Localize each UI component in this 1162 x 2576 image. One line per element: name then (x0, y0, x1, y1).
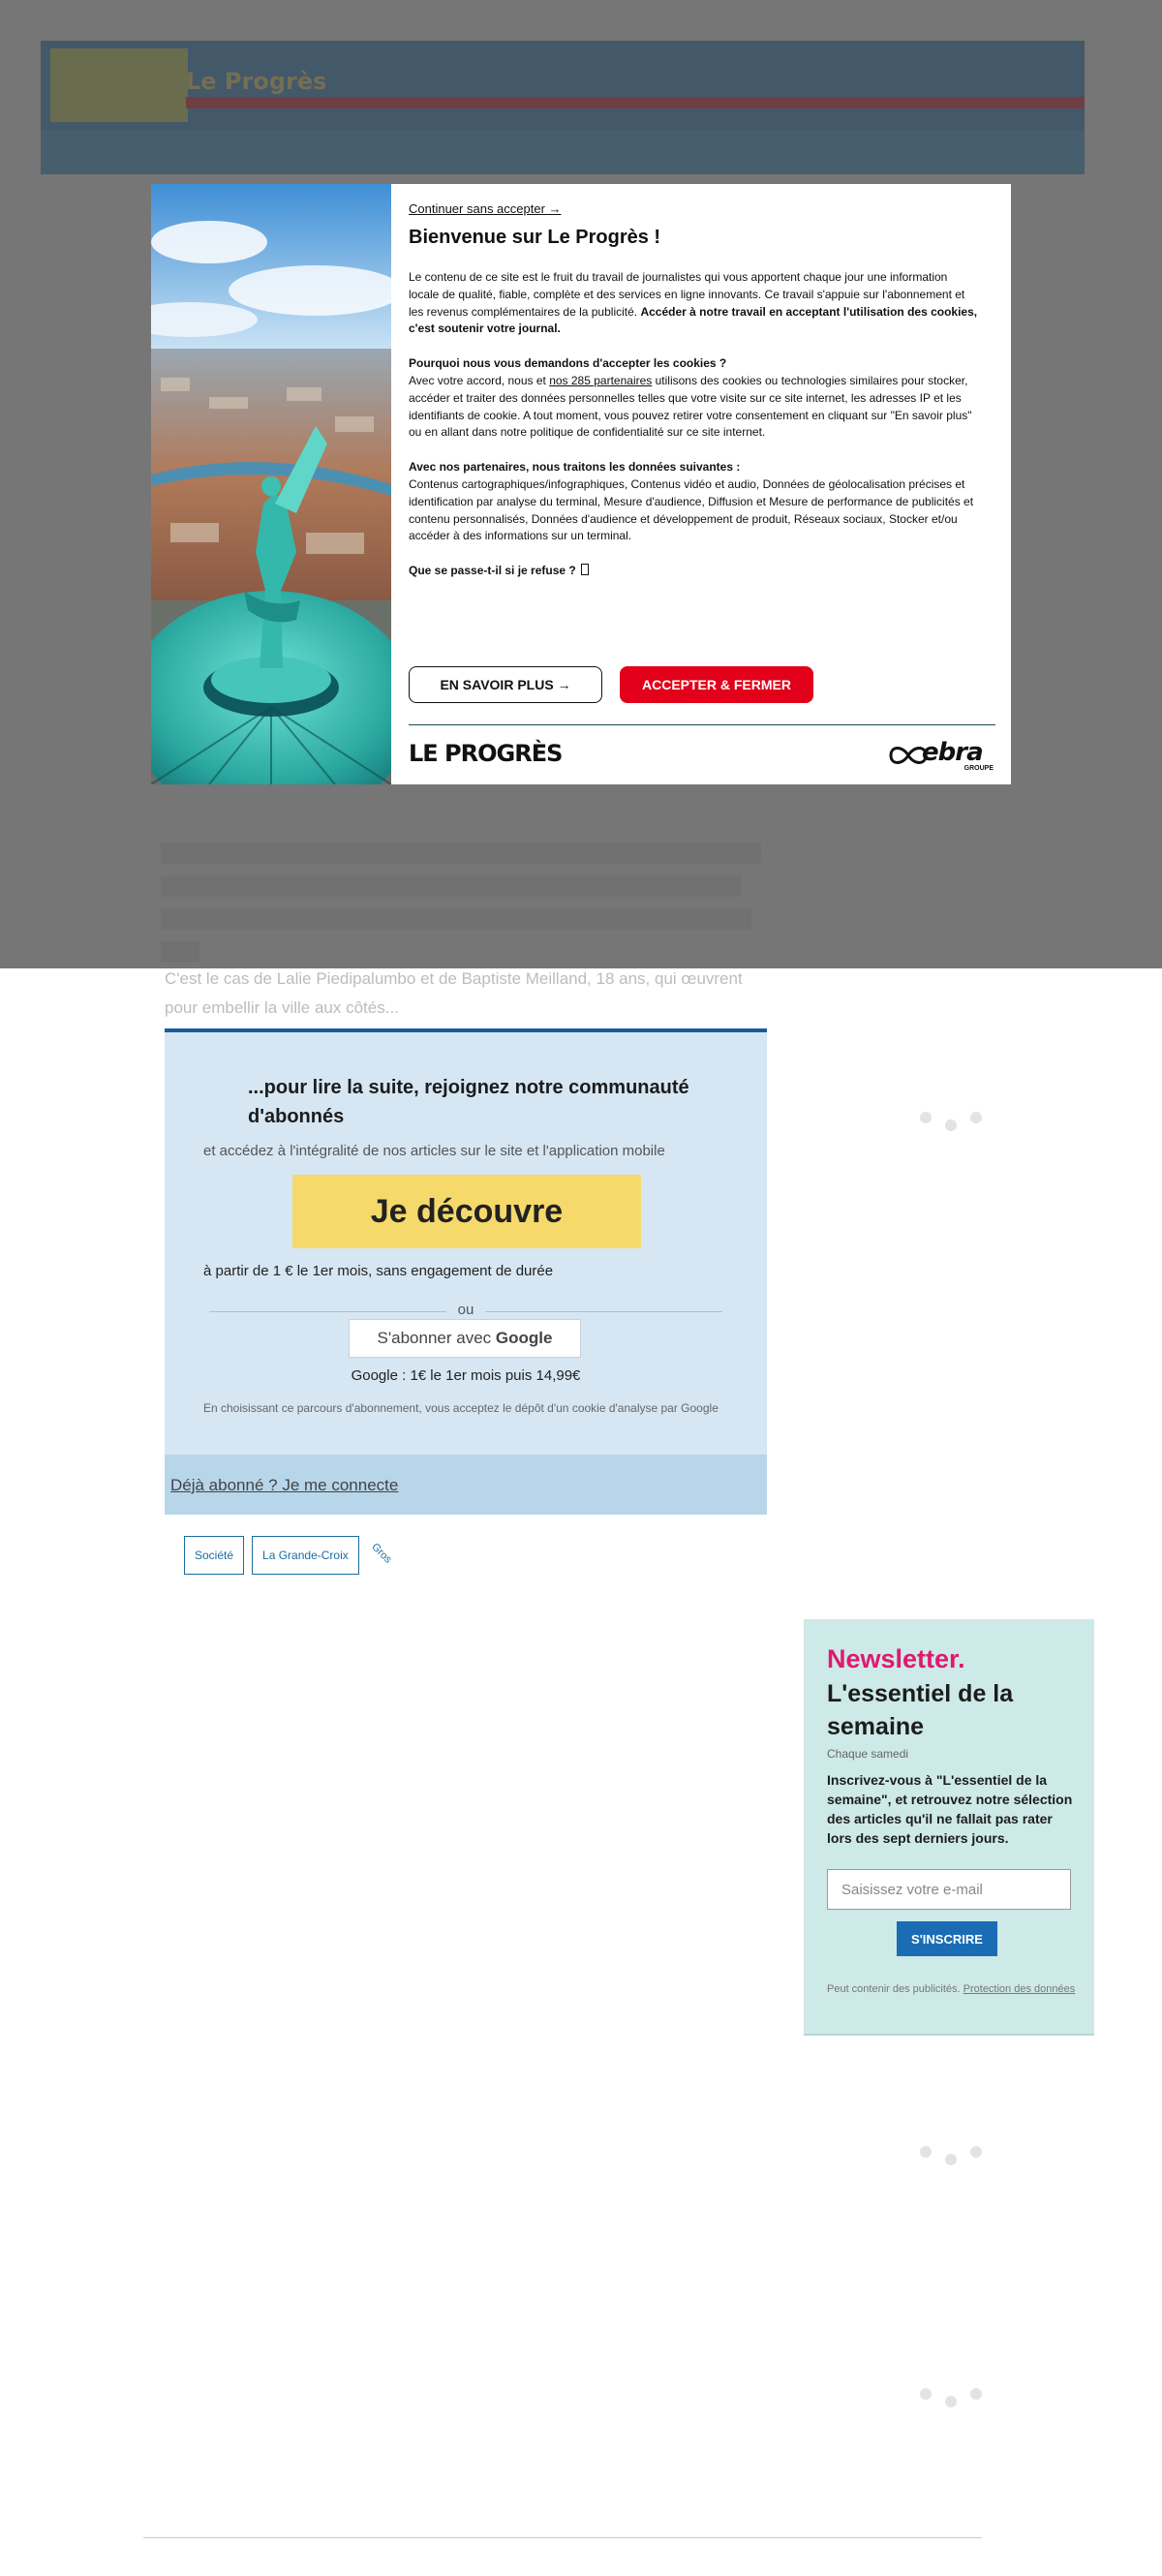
loading-indicator (920, 2146, 982, 2167)
login-link[interactable]: Déjà abonné ? Je me connecte (170, 1476, 399, 1494)
data-protection-link[interactable]: Protection des données (963, 1983, 1076, 1995)
or-separator (209, 1302, 722, 1321)
article-teaser: C'est le cas de Lalie Piedipalumbo et de Baptiste Meilland, 18 ans, qui œuvrent pour embellir la ville aux côtés... (165, 969, 743, 1017)
ebra-group-label: GROUPE (963, 765, 994, 772)
newsletter-frequency: Chaque samedi (827, 1747, 909, 1761)
continue-without-accepting-link[interactable]: Continuer sans accepter → (409, 201, 562, 216)
tag-gros[interactable]: Gros (369, 1541, 394, 1566)
newsletter-title: L'essentiel de la semaine (827, 1680, 1014, 1740)
paywall-subtitle: et accédez à l'intégralité de nos articles sur le site et l'application mobile (203, 1143, 665, 1159)
accept-and-close-button[interactable]: ACCEPTER & FERMER (620, 666, 813, 703)
ebra-wordmark: ebra (922, 738, 983, 767)
loading-indicator (920, 1112, 982, 1133)
google-consent-note: En choisissant ce parcours d'abonnement, vous acceptez le dépôt d'un cookie d'analyse par Google (203, 1401, 719, 1415)
newsletter-footer (827, 1981, 1079, 1998)
tag-la-grande-croix[interactable]: La Grande-Croix (252, 1536, 359, 1575)
newsletter-widget (804, 1619, 1094, 2036)
google-button-label: S'abonner avec (377, 1329, 496, 1347)
google-logo-text: Google (495, 1329, 553, 1347)
consent-title: Bienvenue sur Le Progrès ! (409, 227, 661, 248)
paywall-price: à partir de 1 € le 1er mois, sans engagement de durée (203, 1263, 554, 1279)
consent-intro: Le contenu de ce site est le fruit du travail de journalistes qui vous apportent chaque jour une information locale de qualité, fiable, complète et des services en ligne innovants. Ce travail s'appuie sur l'abonnement et les revenus complémentaires de la publicité. (409, 270, 965, 319)
tag-societe[interactable]: Société (184, 1536, 244, 1575)
consent-content (409, 184, 995, 784)
loading-indicator (920, 2388, 982, 2409)
expand-icon[interactable] (581, 564, 589, 575)
ebra-group-logo (889, 738, 995, 771)
paywall-box (165, 1028, 767, 1511)
newsletter-subscribe-button[interactable]: S'INSCRIRE (897, 1921, 997, 1956)
subscribe-cta-button[interactable]: Je découvre (292, 1175, 641, 1248)
newsletter-email-input[interactable] (827, 1869, 1071, 1910)
google-price: Google : 1€ le 1er mois puis 14,99€ (351, 1367, 581, 1384)
why-text: Avec votre accord, nous et (409, 373, 550, 387)
why-text-continued: utilisons des cookies ou technologies similaires pour stocker, accéder et traiter des données personnelles telles que votre visite sur ce site internet, les adresses IP et les identifiants de cookie. A tout moment, vous pouvez retirer votre consentement en cliquant sur "En savoir plus" ou en allant dans notre politique de confidentialité sur ce site internet. (409, 373, 972, 440)
why-heading: Pourquoi nous vous demandons d'accepter les cookies ? (409, 356, 727, 371)
refuse-question[interactable]: Que se passe-t-il si je refuse ? (409, 564, 576, 578)
lyon-statue-photo (151, 184, 391, 784)
partners-purposes: Contenus cartographiques/infographiques, Contenus vidéo et audio, Données de géolocalisation précises et identification par analyse du terminal, Mesure d'audience, Diffusion et Mesure de performance de publicités et contenu personnalisés, Données d'audience et développement de produit, Réseaux sociaux, Stocker et/ou accéder à des informations sur un terminal. (409, 476, 974, 543)
login-banner (165, 1455, 767, 1515)
modal-divider (409, 724, 995, 725)
newsletter-description: Inscrivez-vous à "L'essentiel de la semaine", et retrouvez notre sélection des articles qu'il ne fallait pas rater lors des sept derniers jours. (827, 1772, 1073, 1846)
cookie-consent-modal (151, 184, 1011, 784)
partners-link[interactable]: nos 285 partenaires (549, 373, 653, 387)
le-progres-logo: LE PROGRÈS (409, 740, 563, 767)
subscribe-with-google-button[interactable] (349, 1319, 581, 1358)
partners-heading: Avec nos partenaires, nous traitons les données suivantes : (409, 460, 741, 475)
newsletter-kicker: Newsletter. (827, 1644, 965, 1673)
learn-more-button[interactable]: EN SAVOIR PLUS → (409, 666, 602, 703)
newsletter-footer-text: Peut contenir des publicités. (827, 1983, 963, 1995)
footer-divider (143, 2537, 982, 2538)
paywall-title: ...pour lire la suite, rejoignez notre communauté d'abonnés (248, 1077, 689, 1127)
consent-body (409, 269, 980, 598)
or-label: ou (457, 1302, 474, 1318)
consent-intro-bold: Accéder à notre travail en acceptant l'utilisation des cookies, c'est soutenir votre journal. (409, 304, 978, 336)
tag-list (184, 1536, 359, 1575)
